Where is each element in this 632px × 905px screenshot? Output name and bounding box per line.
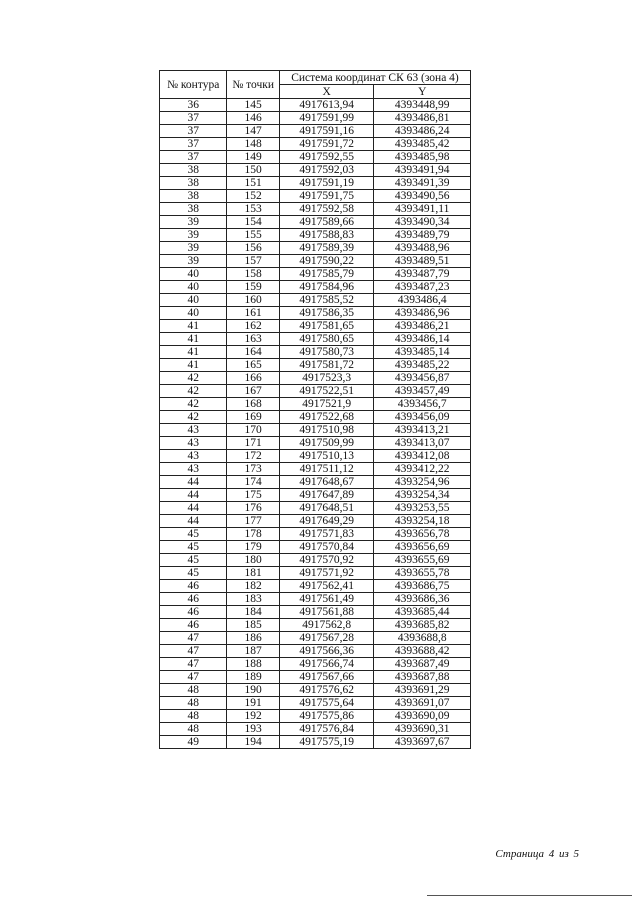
y-coordinate-cell: 4393685,44 [374, 606, 471, 619]
table-row [160, 99, 471, 112]
contour-number-cell: 39 [160, 255, 227, 268]
y-coordinate-cell: 4393655,69 [374, 554, 471, 567]
point-number-cell: 172 [227, 450, 280, 463]
table-row [160, 528, 471, 541]
point-number-cell: 191 [227, 697, 280, 710]
y-coordinate-cell: 4393487,79 [374, 268, 471, 281]
y-coordinate-cell: 4393656,69 [374, 541, 471, 554]
contour-number-cell: 40 [160, 281, 227, 294]
y-coordinate-cell: 4393655,78 [374, 567, 471, 580]
contour-number-cell: 41 [160, 346, 227, 359]
table-row [160, 424, 471, 437]
point-number-cell: 194 [227, 736, 280, 749]
contour-number-cell: 45 [160, 528, 227, 541]
contour-number-cell: 47 [160, 671, 227, 684]
contour-number-cell: 39 [160, 242, 227, 255]
y-coordinate-cell: 4393412,22 [374, 463, 471, 476]
y-coordinate-cell: 4393486,4 [374, 294, 471, 307]
point-number-cell: 189 [227, 671, 280, 684]
x-coordinate-cell: 4917581,65 [279, 320, 374, 333]
y-coordinate-cell: 4393487,23 [374, 281, 471, 294]
table-row [160, 476, 471, 489]
contour-number-cell: 37 [160, 138, 227, 151]
table-row [160, 658, 471, 671]
table-row [160, 281, 471, 294]
point-number-cell: 159 [227, 281, 280, 294]
contour-number-cell: 37 [160, 112, 227, 125]
table-row [160, 320, 471, 333]
footer-page-number: 4 [548, 848, 555, 860]
contour-number-cell: 37 [160, 151, 227, 164]
x-coordinate-cell: 4917561,88 [279, 606, 374, 619]
table-row [160, 255, 471, 268]
y-coordinate-cell: 4393686,75 [374, 580, 471, 593]
table-row [160, 307, 471, 320]
y-coordinate-cell: 4393456,09 [374, 411, 471, 424]
x-coordinate-cell: 4917648,67 [279, 476, 374, 489]
x-coordinate-cell: 4917585,79 [279, 268, 374, 281]
y-coordinate-cell: 4393656,78 [374, 528, 471, 541]
contour-number-cell: 39 [160, 216, 227, 229]
contour-number-cell: 38 [160, 177, 227, 190]
y-coordinate-cell: 4393688,42 [374, 645, 471, 658]
x-coordinate-cell: 4917575,19 [279, 736, 374, 749]
contour-number-cell: 38 [160, 203, 227, 216]
contour-number-cell: 43 [160, 437, 227, 450]
point-number-cell: 173 [227, 463, 280, 476]
contour-number-cell: 44 [160, 515, 227, 528]
contour-number-cell: 44 [160, 476, 227, 489]
contour-number-cell: 42 [160, 372, 227, 385]
x-coordinate-cell: 4917649,29 [279, 515, 374, 528]
contour-number-cell: 41 [160, 320, 227, 333]
contour-number-cell: 37 [160, 125, 227, 138]
y-coordinate-cell: 4393691,07 [374, 697, 471, 710]
table-row [160, 229, 471, 242]
table-row [160, 294, 471, 307]
x-coordinate-cell: 4917566,74 [279, 658, 374, 671]
x-coordinate-cell: 4917567,28 [279, 632, 374, 645]
point-number-cell: 169 [227, 411, 280, 424]
footer-page-word: Страница [495, 848, 544, 860]
bottom-rule [427, 895, 632, 896]
point-number-cell: 157 [227, 255, 280, 268]
x-coordinate-cell: 4917580,65 [279, 333, 374, 346]
table-row [160, 398, 471, 411]
x-coordinate-cell: 4917584,96 [279, 281, 374, 294]
contour-number-cell: 48 [160, 684, 227, 697]
point-number-cell: 179 [227, 541, 280, 554]
header-point-number: № точки [227, 71, 280, 99]
x-coordinate-cell: 4917510,98 [279, 424, 374, 437]
x-coordinate-cell: 4917571,83 [279, 528, 374, 541]
x-coordinate-cell: 4917585,52 [279, 294, 374, 307]
footer-total-pages: 5 [573, 848, 579, 860]
x-coordinate-cell: 4917647,89 [279, 489, 374, 502]
x-coordinate-cell: 4917509,99 [279, 437, 374, 450]
x-coordinate-cell: 4917588,83 [279, 229, 374, 242]
contour-number-cell: 46 [160, 619, 227, 632]
y-coordinate-cell: 4393486,96 [374, 307, 471, 320]
x-coordinate-cell: 4917648,51 [279, 502, 374, 515]
point-number-cell: 155 [227, 229, 280, 242]
point-number-cell: 161 [227, 307, 280, 320]
contour-number-cell: 47 [160, 632, 227, 645]
x-coordinate-cell: 4917567,66 [279, 671, 374, 684]
table-row [160, 619, 471, 632]
footer-of-word: из [558, 848, 569, 860]
y-coordinate-cell: 4393485,14 [374, 346, 471, 359]
x-coordinate-cell: 4917589,39 [279, 242, 374, 255]
point-number-cell: 188 [227, 658, 280, 671]
point-number-cell: 193 [227, 723, 280, 736]
contour-number-cell: 42 [160, 398, 227, 411]
page-footer [494, 848, 580, 860]
point-number-cell: 158 [227, 268, 280, 281]
point-number-cell: 164 [227, 346, 280, 359]
x-coordinate-cell: 4917523,3 [279, 372, 374, 385]
y-coordinate-cell: 4393491,94 [374, 164, 471, 177]
contour-number-cell: 41 [160, 359, 227, 372]
x-coordinate-cell: 4917613,94 [279, 99, 374, 112]
x-coordinate-cell: 4917570,84 [279, 541, 374, 554]
y-coordinate-cell: 4393490,56 [374, 190, 471, 203]
contour-number-cell: 42 [160, 385, 227, 398]
point-number-cell: 162 [227, 320, 280, 333]
y-coordinate-cell: 4393254,18 [374, 515, 471, 528]
y-coordinate-cell: 4393489,79 [374, 229, 471, 242]
point-number-cell: 184 [227, 606, 280, 619]
y-coordinate-cell: 4393697,67 [374, 736, 471, 749]
y-coordinate-cell: 4393691,29 [374, 684, 471, 697]
point-number-cell: 156 [227, 242, 280, 255]
point-number-cell: 146 [227, 112, 280, 125]
table-row [160, 268, 471, 281]
table-row [160, 190, 471, 203]
point-number-cell: 166 [227, 372, 280, 385]
contour-number-cell: 48 [160, 710, 227, 723]
table-row [160, 645, 471, 658]
x-coordinate-cell: 4917590,22 [279, 255, 374, 268]
header-coordinate-system: Система координат СК 63 (зона 4) [279, 71, 470, 85]
x-coordinate-cell: 4917576,62 [279, 684, 374, 697]
y-coordinate-cell: 4393412,08 [374, 450, 471, 463]
point-number-cell: 177 [227, 515, 280, 528]
y-coordinate-cell: 4393253,55 [374, 502, 471, 515]
table-row [160, 580, 471, 593]
table-row [160, 450, 471, 463]
y-coordinate-cell: 4393491,39 [374, 177, 471, 190]
y-coordinate-cell: 4393486,21 [374, 320, 471, 333]
x-coordinate-cell: 4917591,75 [279, 190, 374, 203]
contour-number-cell: 36 [160, 99, 227, 112]
point-number-cell: 163 [227, 333, 280, 346]
table-row [160, 359, 471, 372]
contour-number-cell: 45 [160, 567, 227, 580]
x-coordinate-cell: 4917521,9 [279, 398, 374, 411]
contour-number-cell: 49 [160, 736, 227, 749]
contour-number-cell: 44 [160, 489, 227, 502]
y-coordinate-cell: 4393486,24 [374, 125, 471, 138]
x-coordinate-cell: 4917591,72 [279, 138, 374, 151]
x-coordinate-cell: 4917522,51 [279, 385, 374, 398]
table-row [160, 567, 471, 580]
point-number-cell: 148 [227, 138, 280, 151]
point-number-cell: 149 [227, 151, 280, 164]
point-number-cell: 165 [227, 359, 280, 372]
header-x: X [279, 85, 374, 99]
y-coordinate-cell: 4393688,8 [374, 632, 471, 645]
point-number-cell: 167 [227, 385, 280, 398]
point-number-cell: 180 [227, 554, 280, 567]
x-coordinate-cell: 4917589,66 [279, 216, 374, 229]
contour-number-cell: 40 [160, 268, 227, 281]
table-row [160, 346, 471, 359]
point-number-cell: 186 [227, 632, 280, 645]
x-coordinate-cell: 4917580,73 [279, 346, 374, 359]
point-number-cell: 145 [227, 99, 280, 112]
y-coordinate-cell: 4393491,11 [374, 203, 471, 216]
table-row [160, 632, 471, 645]
y-coordinate-cell: 4393489,51 [374, 255, 471, 268]
x-coordinate-cell: 4917575,86 [279, 710, 374, 723]
point-number-cell: 182 [227, 580, 280, 593]
contour-number-cell: 40 [160, 307, 227, 320]
x-coordinate-cell: 4917561,49 [279, 593, 374, 606]
point-number-cell: 147 [227, 125, 280, 138]
y-coordinate-cell: 4393448,99 [374, 99, 471, 112]
table-row [160, 164, 471, 177]
contour-number-cell: 47 [160, 645, 227, 658]
contour-number-cell: 45 [160, 554, 227, 567]
table-row [160, 411, 471, 424]
y-coordinate-cell: 4393413,07 [374, 437, 471, 450]
table-row [160, 177, 471, 190]
table-row [160, 125, 471, 138]
point-number-cell: 183 [227, 593, 280, 606]
y-coordinate-cell: 4393485,22 [374, 359, 471, 372]
point-number-cell: 185 [227, 619, 280, 632]
x-coordinate-cell: 4917562,8 [279, 619, 374, 632]
point-number-cell: 151 [227, 177, 280, 190]
table-row [160, 710, 471, 723]
contour-number-cell: 43 [160, 463, 227, 476]
contour-number-cell: 46 [160, 580, 227, 593]
table-row [160, 463, 471, 476]
point-number-cell: 190 [227, 684, 280, 697]
y-coordinate-cell: 4393457,49 [374, 385, 471, 398]
point-number-cell: 153 [227, 203, 280, 216]
table-row [160, 437, 471, 450]
table-row [160, 697, 471, 710]
x-coordinate-cell: 4917586,35 [279, 307, 374, 320]
point-number-cell: 170 [227, 424, 280, 437]
table-row [160, 684, 471, 697]
x-coordinate-cell: 4917522,68 [279, 411, 374, 424]
table-row [160, 671, 471, 684]
contour-number-cell: 38 [160, 164, 227, 177]
table-row [160, 515, 471, 528]
y-coordinate-cell: 4393690,31 [374, 723, 471, 736]
table-row [160, 541, 471, 554]
header-y: Y [374, 85, 471, 99]
contour-number-cell: 42 [160, 411, 227, 424]
x-coordinate-cell: 4917591,99 [279, 112, 374, 125]
table-row [160, 554, 471, 567]
coordinates-table [159, 70, 471, 749]
table-row [160, 606, 471, 619]
x-coordinate-cell: 4917562,41 [279, 580, 374, 593]
table-row [160, 203, 471, 216]
y-coordinate-cell: 4393485,98 [374, 151, 471, 164]
point-number-cell: 171 [227, 437, 280, 450]
x-coordinate-cell: 4917510,13 [279, 450, 374, 463]
contour-number-cell: 46 [160, 593, 227, 606]
x-coordinate-cell: 4917566,36 [279, 645, 374, 658]
y-coordinate-cell: 4393254,34 [374, 489, 471, 502]
contour-number-cell: 45 [160, 541, 227, 554]
y-coordinate-cell: 4393486,81 [374, 112, 471, 125]
y-coordinate-cell: 4393488,96 [374, 242, 471, 255]
contour-number-cell: 41 [160, 333, 227, 346]
point-number-cell: 176 [227, 502, 280, 515]
contour-number-cell: 43 [160, 450, 227, 463]
contour-number-cell: 47 [160, 658, 227, 671]
contour-number-cell: 48 [160, 697, 227, 710]
table-row [160, 333, 471, 346]
point-number-cell: 174 [227, 476, 280, 489]
point-number-cell: 154 [227, 216, 280, 229]
y-coordinate-cell: 4393485,42 [374, 138, 471, 151]
contour-number-cell: 38 [160, 190, 227, 203]
table-row [160, 151, 471, 164]
y-coordinate-cell: 4393254,96 [374, 476, 471, 489]
y-coordinate-cell: 4393687,49 [374, 658, 471, 671]
y-coordinate-cell: 4393490,34 [374, 216, 471, 229]
contour-number-cell: 48 [160, 723, 227, 736]
point-number-cell: 152 [227, 190, 280, 203]
table-row [160, 112, 471, 125]
point-number-cell: 192 [227, 710, 280, 723]
y-coordinate-cell: 4393456,7 [374, 398, 471, 411]
contour-number-cell: 40 [160, 294, 227, 307]
table-header [160, 71, 471, 99]
table-row [160, 723, 471, 736]
y-coordinate-cell: 4393413,21 [374, 424, 471, 437]
table-row [160, 736, 471, 749]
table-row [160, 502, 471, 515]
y-coordinate-cell: 4393486,14 [374, 333, 471, 346]
table-row [160, 372, 471, 385]
x-coordinate-cell: 4917581,72 [279, 359, 374, 372]
point-number-cell: 168 [227, 398, 280, 411]
x-coordinate-cell: 4917570,92 [279, 554, 374, 567]
x-coordinate-cell: 4917592,55 [279, 151, 374, 164]
point-number-cell: 175 [227, 489, 280, 502]
table-row [160, 489, 471, 502]
x-coordinate-cell: 4917592,03 [279, 164, 374, 177]
table-body [160, 99, 471, 749]
point-number-cell: 187 [227, 645, 280, 658]
contour-number-cell: 46 [160, 606, 227, 619]
x-coordinate-cell: 4917592,58 [279, 203, 374, 216]
contour-number-cell: 43 [160, 424, 227, 437]
contour-number-cell: 39 [160, 229, 227, 242]
x-coordinate-cell: 4917576,84 [279, 723, 374, 736]
y-coordinate-cell: 4393456,87 [374, 372, 471, 385]
table-row [160, 216, 471, 229]
y-coordinate-cell: 4393687,88 [374, 671, 471, 684]
y-coordinate-cell: 4393686,36 [374, 593, 471, 606]
x-coordinate-cell: 4917571,92 [279, 567, 374, 580]
table-row [160, 593, 471, 606]
x-coordinate-cell: 4917591,16 [279, 125, 374, 138]
y-coordinate-cell: 4393690,09 [374, 710, 471, 723]
x-coordinate-cell: 4917511,12 [279, 463, 374, 476]
header-contour-number: № контура [160, 71, 227, 99]
x-coordinate-cell: 4917575,64 [279, 697, 374, 710]
x-coordinate-cell: 4917591,19 [279, 177, 374, 190]
table-row [160, 242, 471, 255]
point-number-cell: 181 [227, 567, 280, 580]
point-number-cell: 150 [227, 164, 280, 177]
table-row [160, 138, 471, 151]
point-number-cell: 160 [227, 294, 280, 307]
contour-number-cell: 44 [160, 502, 227, 515]
table-row [160, 385, 471, 398]
point-number-cell: 178 [227, 528, 280, 541]
y-coordinate-cell: 4393685,82 [374, 619, 471, 632]
